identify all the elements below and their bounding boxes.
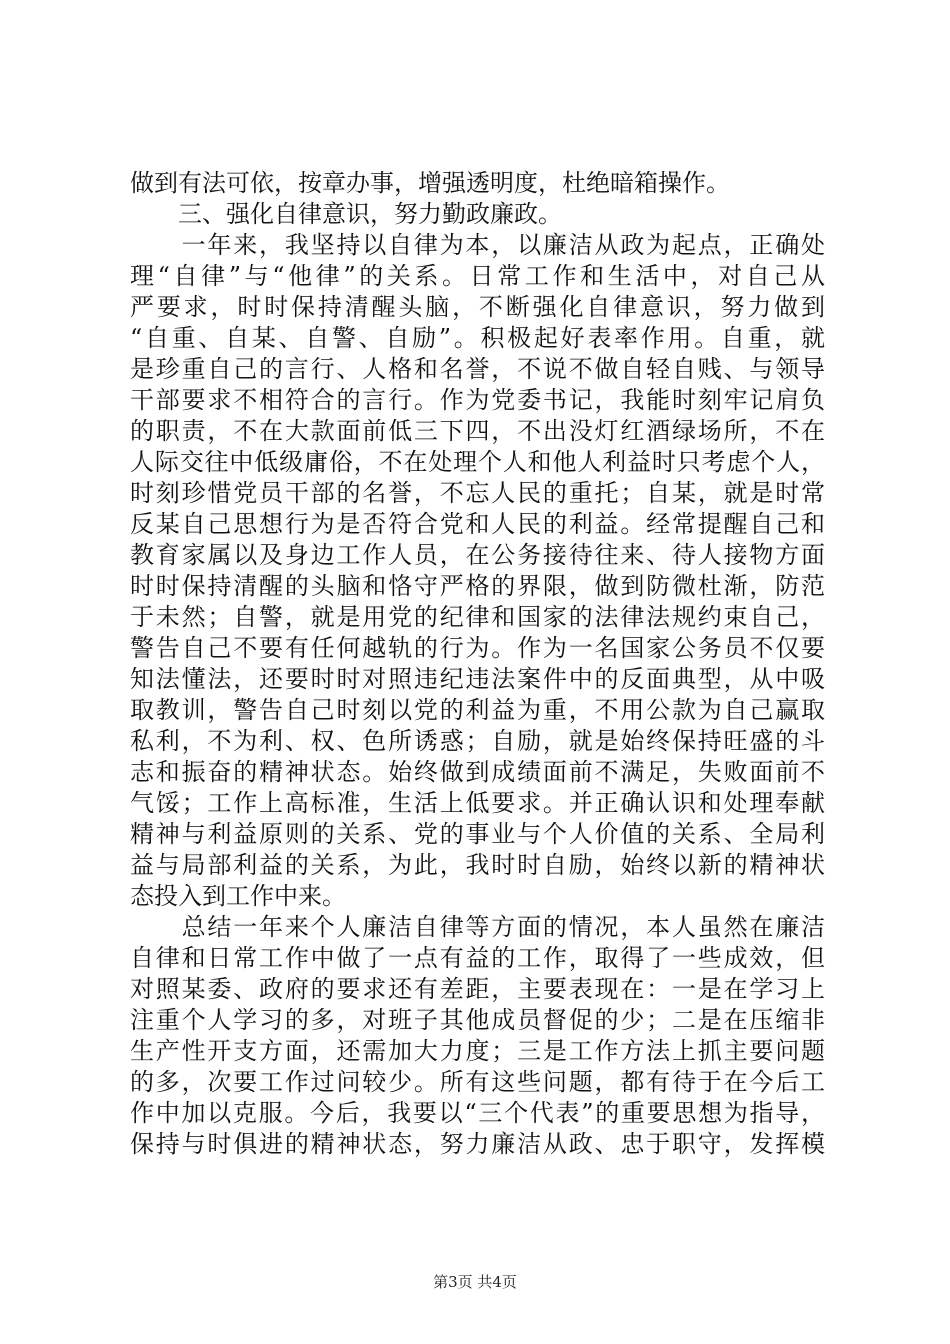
section-heading: 三、强化自律意识，努力勤政廉政。 — [130, 200, 562, 228]
text-line: 保持与时俱进的精神状态，努力廉洁从政、忠于职守，发挥模 — [130, 1130, 825, 1158]
text-line: 警告自己不要有任何越轨的行为。作为一名国家公务员不仅要 — [130, 634, 825, 662]
text-line: 自律和日常工作中做了一点有益的工作，取得了一些成效，但 — [130, 944, 825, 972]
text-line: 益与局部利益的关系，为此，我时时自励，始终以新的精神状 — [130, 851, 825, 879]
text-line: “自重、自某、自警、自励”。积极起好表率作用。自重，就 — [130, 324, 825, 352]
text-line: 理“自律”与“他律”的关系。日常工作和生活中，对自己从 — [130, 262, 825, 290]
page-footer — [0, 1271, 950, 1292]
text-line: 干部要求不相符合的言行。作为党委书记，我能时刻牢记肩负 — [130, 386, 825, 414]
text-line: 注重个人学习的多，对班子其他成员督促的少；二是在压缩非 — [130, 1006, 825, 1034]
text-line: 精神与利益原则的关系、党的事业与个人价值的关系、全局利 — [130, 820, 825, 848]
text-line: 作中加以克服。今后，我要以“三个代表”的重要思想为指导， — [130, 1099, 825, 1127]
text-line: 时时保持清醒的头脑和恪守严格的界限，做到防微杜渐，防范 — [130, 572, 825, 600]
text-line: 总结一年来个人廉洁自律等方面的情况，本人虽然在廉洁 — [130, 913, 825, 941]
text-line: 教育家属以及身边工作人员，在公务接待往来、待人接物方面 — [130, 541, 825, 569]
text-line: 一年来，我坚持以自律为本，以廉洁从政为起点，正确处 — [130, 231, 825, 259]
text-line: 对照某委、政府的要求还有差距，主要表现在：一是在学习上 — [130, 975, 825, 1003]
text-line: 人际交往中低级庸俗，不在处理个人和他人利益时只考虑个人， — [130, 448, 825, 476]
text-line: 是珍重自己的言行、人格和名誉，不说不做自轻自贱、与领导 — [130, 355, 825, 383]
text-line: 的多，次要工作过问较少。所有这些问题，都有待于在今后工 — [130, 1068, 825, 1096]
document-body — [130, 168, 825, 1160]
text-line: 取教训，警告自己时刻以党的利益为重，不用公款为自己赢取 — [130, 696, 825, 724]
page-number-label: 第3页 共4页 — [433, 1273, 517, 1291]
text-line: 私利，不为利、权、色所诱惑；自励，就是始终保持旺盛的斗 — [130, 727, 825, 755]
text-line: 志和振奋的精神状态。始终做到成绩面前不满足，失败面前不 — [130, 758, 825, 786]
text-line: 时刻珍惜党员干部的名誉，不忘人民的重托；自某，就是时常 — [130, 479, 825, 507]
text-line: 做到有法可依，按章办事，增强透明度，杜绝暗箱操作。 — [130, 169, 730, 197]
text-line: 的职责，不在大款面前低三下四，不出没灯红酒绿场所，不在 — [130, 417, 825, 445]
text-line: 气馁；工作上高标准，生活上低要求。并正确认识和处理奉献 — [130, 789, 825, 817]
text-line: 态投入到工作中来。 — [130, 882, 346, 910]
text-line: 知法懂法，还要时时对照违纪违法案件中的反面典型，从中吸 — [130, 665, 825, 693]
text-line: 于未然；自警，就是用党的纪律和国家的法律法规约束自己， — [130, 603, 825, 631]
text-line: 反某自己思想行为是否符合党和人民的利益。经常提醒自己和 — [130, 510, 825, 538]
text-line: 严要求，时时保持清醒头脑，不断强化自律意识，努力做到 — [130, 293, 825, 321]
text-line: 生产性开支方面，还需加大力度；三是工作方法上抓主要问题 — [130, 1037, 825, 1065]
